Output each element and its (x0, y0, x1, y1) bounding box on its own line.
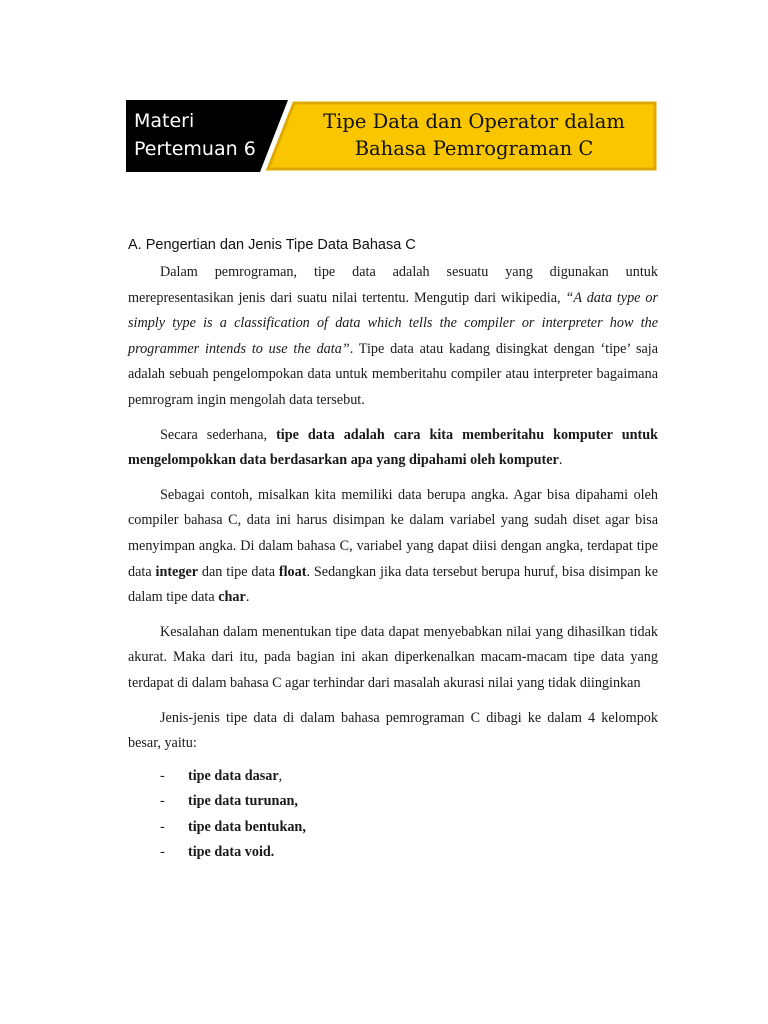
meeting-label (134, 107, 284, 163)
paragraph-accuracy: Kesalahan dalam menentukan tipe data dapat menyebabkan nilai yang dihasilkan tidak akurat. Maka dari itu, pada bagian ini akan diperkenalkan macam-macam tipe data yang terdapat di dalam bahasa C agar terhindar dari masalah akurasi nilai yang tidak diinginkan (128, 623, 658, 691)
list-dash: - (160, 818, 165, 835)
list-item-tail: , (278, 767, 283, 784)
document-title (296, 108, 652, 162)
list-dash: - (160, 767, 165, 784)
paragraph-types-intro: Jenis-jenis tipe data di dalam bahasa pemrograman C dibagi ke dalam 4 kelompok besar, yaitu: (128, 709, 658, 752)
list-item-label: tipe data bentukan, (188, 818, 306, 835)
meeting-label-line2: Pertemuan 6 (134, 138, 256, 160)
list-item (128, 815, 658, 841)
bold-definition: tipe data adalah cara kita memberitahu komputer untuk mengelompokkan data berdasarkan apa yang dipahami oleh komputer (128, 426, 658, 469)
wikipedia-quote: “A data type or simply type is a classification of data which tells the compiler or interpreter how the programmer intends to use the data” (128, 289, 658, 357)
section-heading: A. Pengertian dan Jenis Tipe Data Bahasa C (128, 237, 416, 253)
list-item-label: tipe data turunan, (188, 793, 298, 810)
list-item (128, 789, 658, 815)
body-content (128, 260, 658, 866)
paragraph-example (128, 483, 658, 611)
list-item-label: tipe data dasar (188, 767, 279, 784)
text-run: Dalam pemrograman, tipe data adalah sesuatu yang digunakan untuk merepresentasikan jenis dari suatu nilai tertentu. Mengutip dari wikipedia, (128, 264, 658, 306)
text-run: dan tipe data (198, 563, 279, 580)
document-title-line2: Bahasa Pemrograman C (354, 137, 594, 160)
list-item (128, 840, 658, 866)
paragraph-definition (128, 260, 658, 414)
meeting-label-line1: Materi (134, 110, 195, 132)
keyword-integer: integer (155, 563, 199, 580)
list-dash: - (160, 793, 165, 810)
data-type-list (128, 764, 658, 866)
document-title-line1: Tipe Data dan Operator dalam (323, 110, 625, 133)
list-item-label: tipe data void. (188, 844, 275, 861)
text-run: . (245, 589, 250, 606)
text-run: . Sedangkan jika data tersebut berupa huruf, bisa disimpan ke dalam tipe data (128, 563, 658, 606)
text-run: . (558, 452, 563, 469)
text-run: Secara sederhana, (160, 426, 277, 443)
text-run: Sebagai contoh, misalkan kita memiliki data berupa angka. Agar bisa dipahami oleh compiler bahasa C, data ini harus disimpan ke dalam variabel yang sudah diset agar bisa menyimpan angka. Di dalam bahasa C, variabel yang dapat diisi dengan angka, terdapat tipe data (128, 486, 658, 580)
list-item (128, 764, 658, 790)
keyword-float: float (278, 563, 307, 580)
paragraph-simple-definition (128, 423, 658, 474)
keyword-char: char (218, 589, 246, 606)
text-run: . Tipe data atau kadang disingkat dengan ‘tipe’ saja adalah sebuah pengelompokan data untuk memberitahu compiler atau interpreter bagaimana pemrogram ingin mengolah data tersebut. (128, 340, 658, 408)
list-dash: - (160, 844, 165, 861)
